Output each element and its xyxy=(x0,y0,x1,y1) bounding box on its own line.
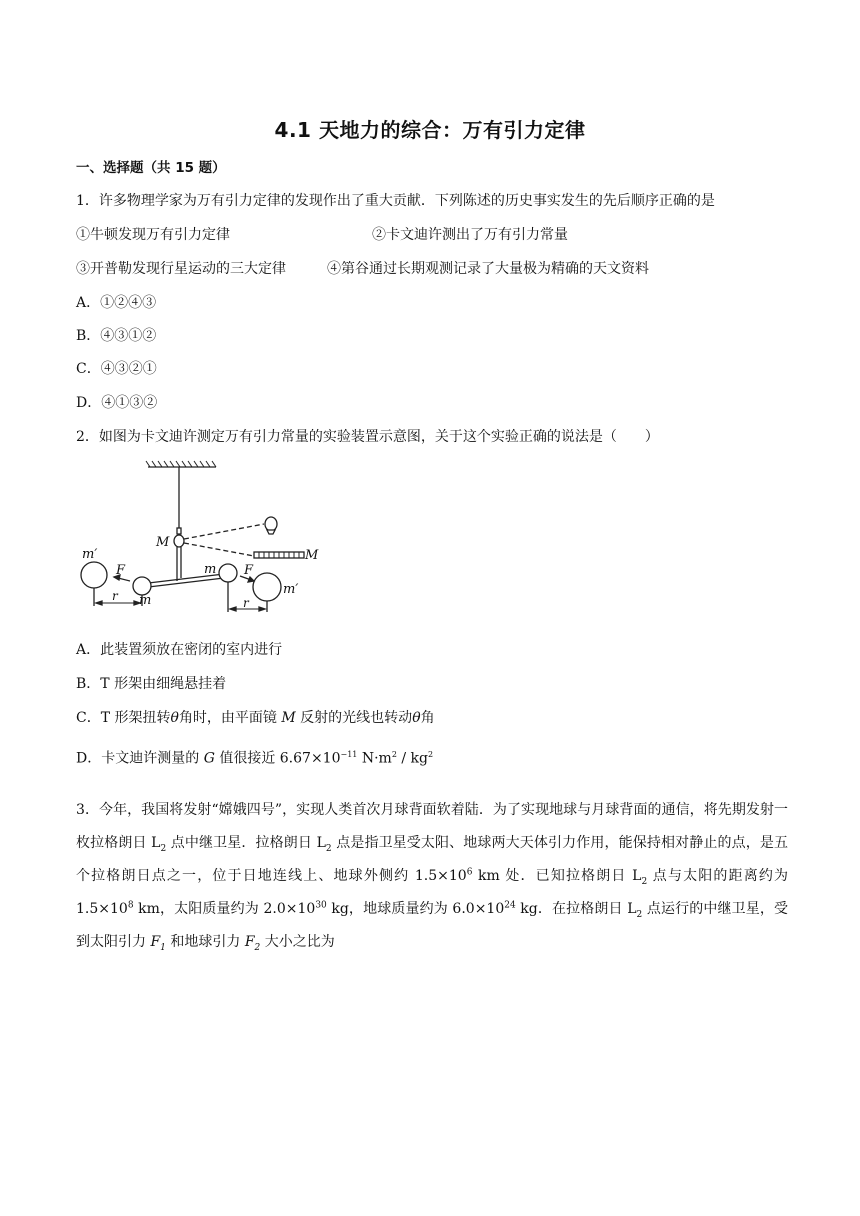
label-f-left: F xyxy=(116,563,126,578)
q2-stem: 2．如图为卡文迪许测定万有引力常量的实验装置示意图，关于这个实验正确的说法是（ ） xyxy=(76,429,659,445)
label-m-left: m xyxy=(139,593,152,608)
label-m-mirror: M xyxy=(156,535,170,550)
label-m-right: m xyxy=(204,562,217,577)
q1-stem: 1．许多物理学家为万有引力定律的发现作出了重大贡献．下列陈述的历史事实发生的先后顺序正确的是 xyxy=(76,193,715,209)
q2-option-b: B．T 形架由细绳悬挂着 xyxy=(76,676,227,692)
q1-option-c: C．④③②① xyxy=(76,361,157,377)
q1-option-a: A．①②④③ xyxy=(76,295,157,311)
label-r-right: r xyxy=(243,596,249,610)
q1-option-b: B．④③①② xyxy=(76,328,157,344)
q1-option-d: D．④①③② xyxy=(76,395,158,411)
q2-option-c: C．T 形架扭转θ角时，由平面镜 M 反射的光线也转动θ角 xyxy=(76,710,435,726)
q1-item-4: ④第谷通过长期观测记录了大量极为精确的天文资料 xyxy=(327,261,649,277)
q1-item-2: ②卡文迪许测出了万有引力常量 xyxy=(372,227,568,243)
q2-option-d: D．卡文迪许测量的 G 值很接近 $6.67\times 10^{-11}$ $N\cdot m^2 / kg^2$ xyxy=(76,750,434,767)
section-heading: 一、选择题（共 15 题） xyxy=(76,160,226,176)
label-f-right: F xyxy=(244,563,254,578)
page-title: 4.1 天地力的综合：万有引力定律 xyxy=(274,118,586,142)
cavendish-apparatus-figure xyxy=(76,460,346,620)
label-m-prime-right: m′ xyxy=(283,582,299,597)
q3-paragraph: 3．今年，我国将发射“嫦娥四号”，实现人类首次月球背面软着陆．为了实现地球与月球背面的通信，将先期发射一枚拉格朗日 $L_2$ 点中继卫星．拉格朗日 $L_2$ 点是指卫星受太阳、地球两大天体引力作用，能保持相对静止的点，是五个拉格朗日点之一，位于日地连线上、地球外侧约 $1.5\times 10^6$ km 处．已知拉格朗日 $L_2$ 点与太阳的距离约为 $1.5\times 10^8$ km，太阳质量约为 $2.0\times 10^{30}$ kg，地球质量约为 $6.0\times 10^{24}$ kg．在拉格朗日 $L_2$ 点运行的中继卫星，受到太阳引力 $F_1$ 和地球引力 $F_2$ 大小之比为 xyxy=(76,802,789,953)
q2-option-a: A．此装置须放在密闭的室内进行 xyxy=(76,642,283,658)
q1-item-1: ①牛顿发现万有引力定律 xyxy=(76,227,230,243)
q1-item-3: ③开普勒发现行星运动的三大定律 xyxy=(76,261,286,277)
label-m-prime-left: m′ xyxy=(82,547,98,562)
label-m-scale: M xyxy=(305,548,319,563)
label-r-left: r xyxy=(112,589,118,603)
